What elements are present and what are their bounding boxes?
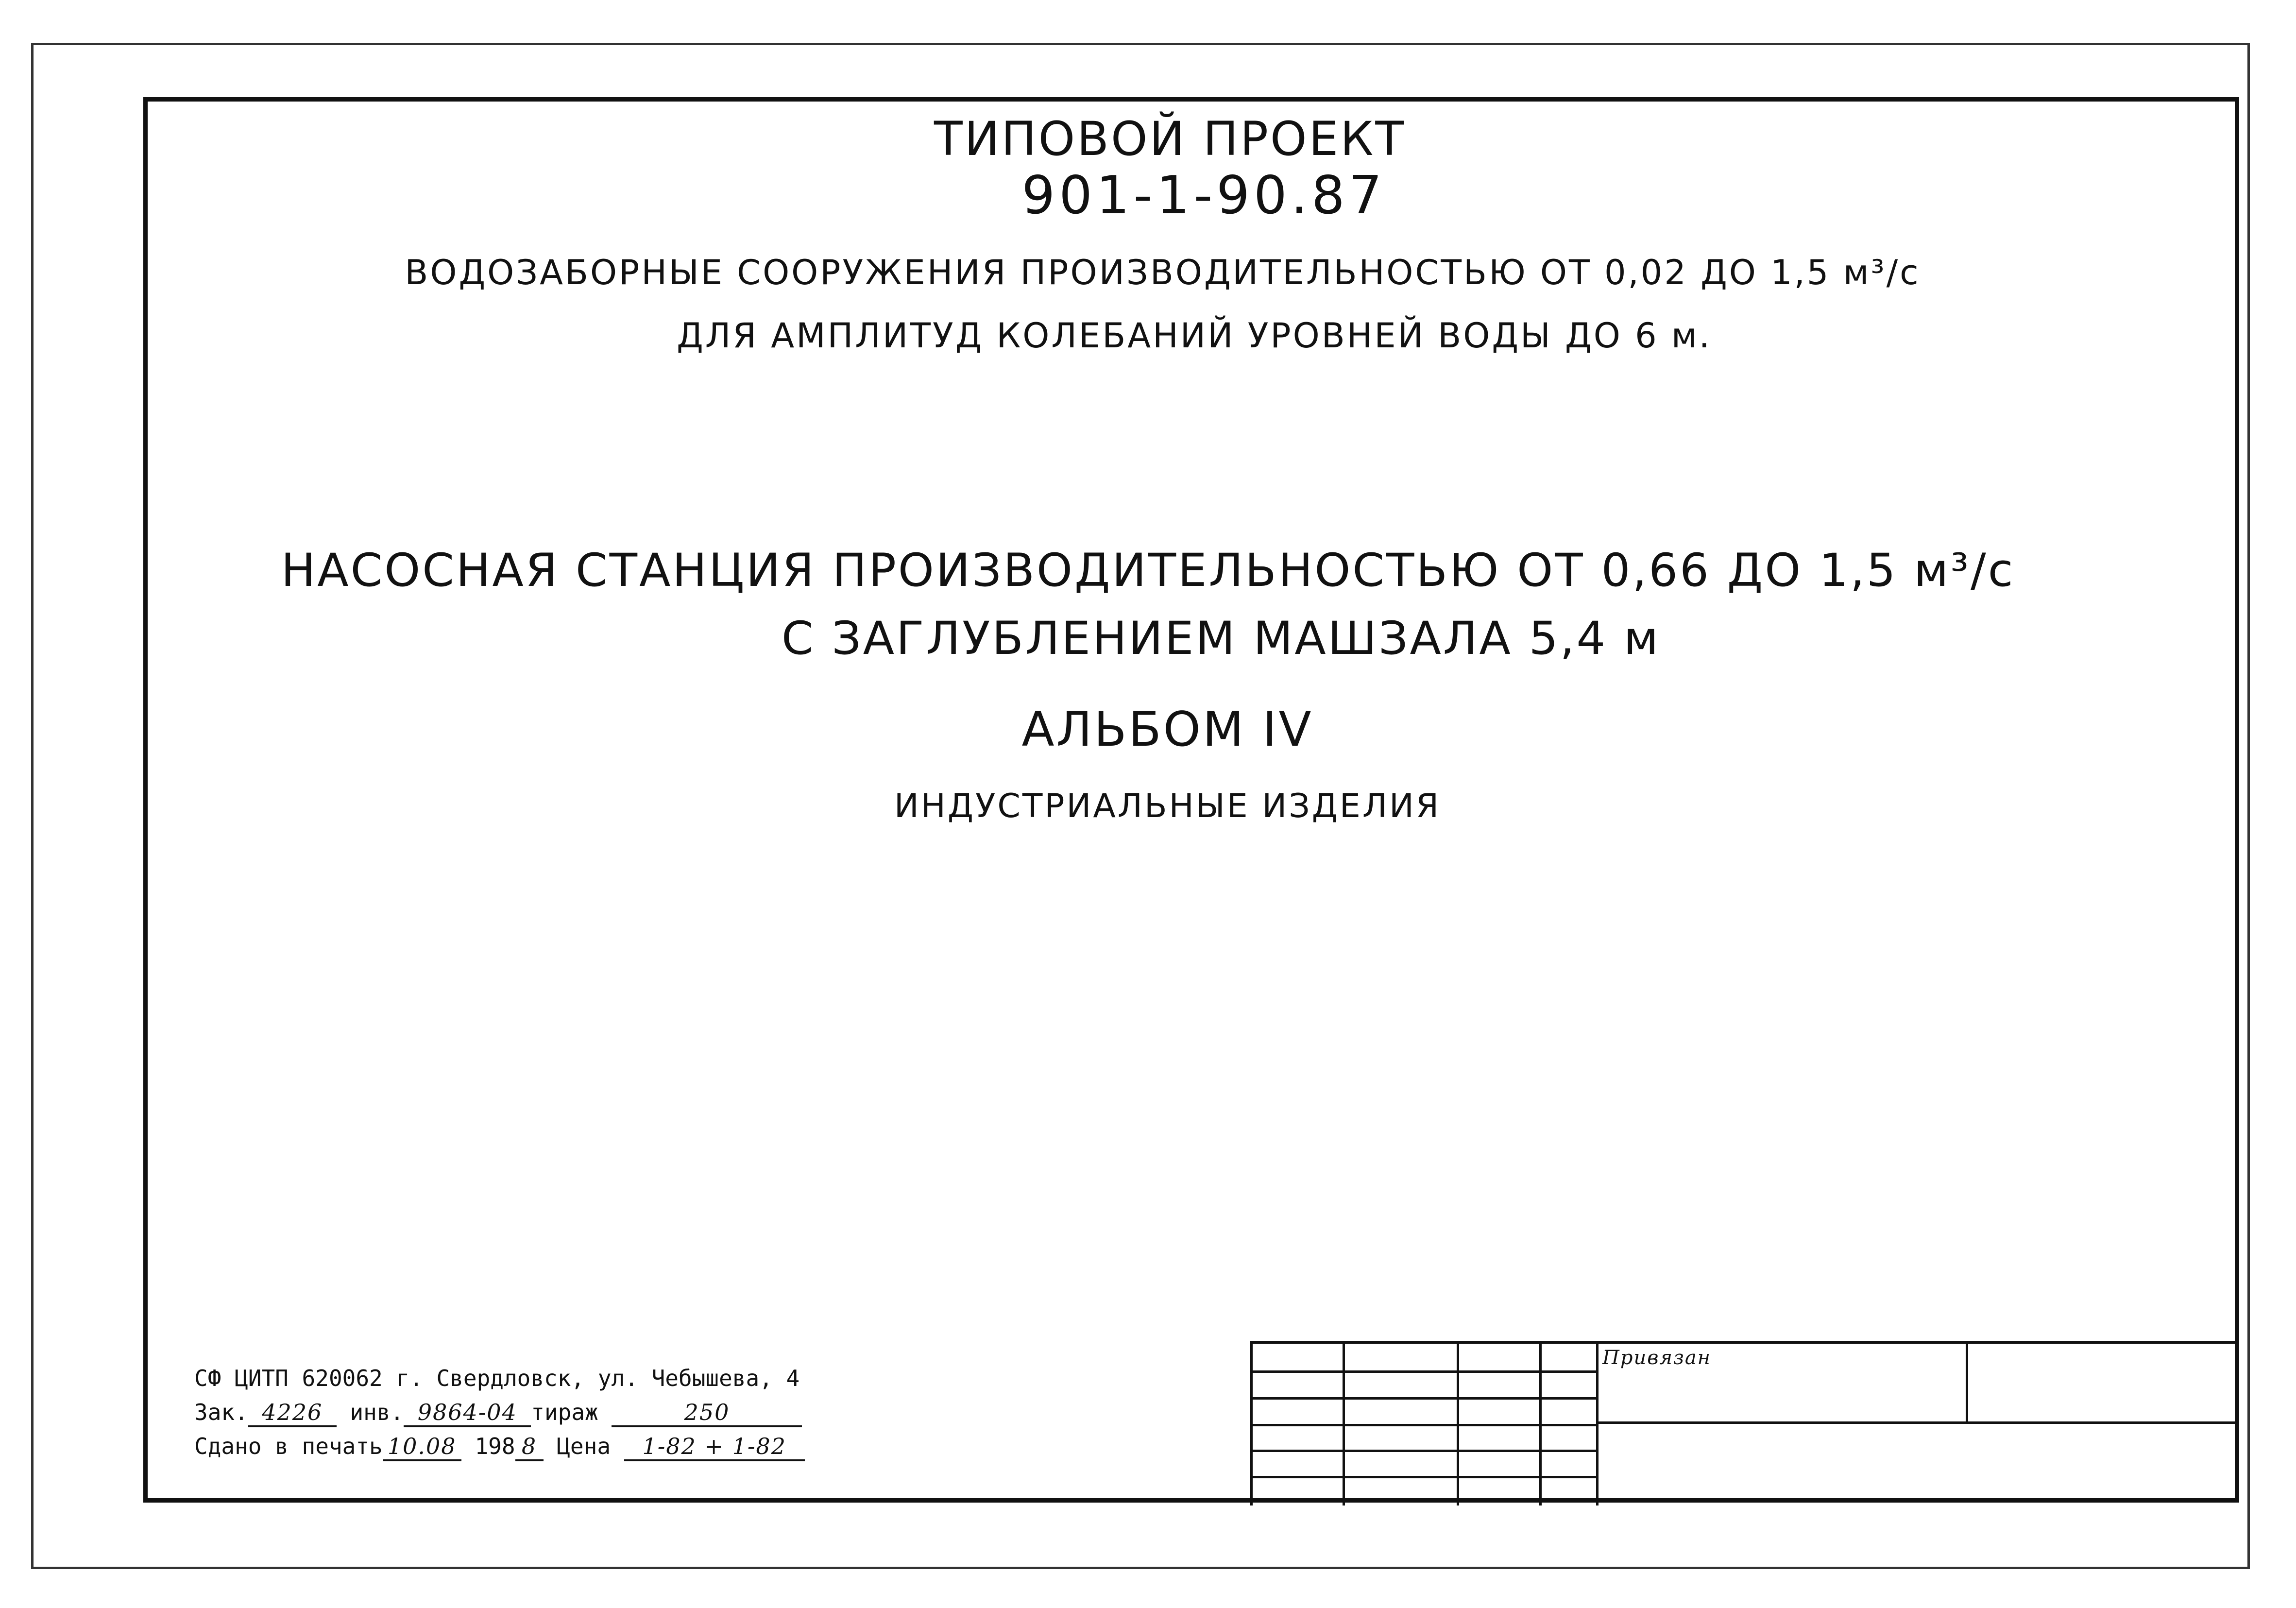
main-title-line-1: НАСОСНАЯ СТАНЦИЯ ПРОИЗВОДИТЕЛЬНОСТЬЮ ОТ 0,66 ДО 1,5 м³/с	[281, 544, 2015, 597]
print-date: 10.08	[383, 1433, 461, 1461]
title-block-row-line	[1250, 1397, 1596, 1400]
title-block-row-line	[1250, 1450, 1596, 1452]
price-label: Цена	[557, 1433, 611, 1459]
inv-label: инв.	[350, 1399, 404, 1425]
run-value: 250	[612, 1399, 802, 1427]
album-subtitle: ИНДУСТРИАЛЬНЫЕ ИЗДЕЛИЯ	[894, 787, 1441, 825]
project-type: ТИПОВОЙ ПРОЕКТ	[934, 112, 1406, 166]
print-label: Сдано в печать	[194, 1433, 383, 1459]
project-number: 901-1-90.87	[1021, 165, 1386, 226]
order-label: Зак.	[194, 1399, 248, 1425]
title-block-row-line	[1250, 1476, 1596, 1478]
title-block-divider	[1966, 1344, 1968, 1421]
title-block	[1250, 1341, 2239, 1503]
year-digit: 8	[515, 1433, 544, 1461]
main-title-line-2: С ЗАГЛУБЛЕНИЕМ МАШЗАЛА 5,4 м	[782, 612, 1660, 665]
subtitle-line-1: ВОДОЗАБОРНЫЕ СООРУЖЕНИЯ ПРОИЗВОДИТЕЛЬНОСТЬЮ ОТ 0,02 ДО 1,5 м³/с	[405, 253, 1921, 292]
subtitle-line-2: ДЛЯ АМПЛИТУД КОЛЕБАНИЙ УРОВНЕЙ ВОДЫ ДО 6 м.	[677, 316, 1712, 356]
inv-value: 9864-04	[404, 1399, 531, 1427]
title-block-row-line	[1250, 1424, 1596, 1426]
album-title: АЛЬБОМ IV	[1021, 702, 1313, 757]
imprint-publisher: СФ ЦИТП 620062 г. Свердловск, ул. Чебышева, 4	[194, 1365, 800, 1391]
imprint-print-line	[194, 1433, 805, 1461]
price-value: 1-82 + 1-82	[624, 1433, 805, 1461]
imprint-order-line	[194, 1399, 802, 1427]
title-block-row-line	[1596, 1421, 2239, 1424]
run-label: тираж	[531, 1399, 598, 1425]
year-prefix: 198	[475, 1433, 515, 1459]
title-block-divider	[1596, 1344, 1599, 1505]
title-block-attached-label: Привязан	[1602, 1347, 1712, 1369]
title-block-row-line	[1250, 1370, 1596, 1373]
order-value: 4226	[248, 1399, 337, 1427]
